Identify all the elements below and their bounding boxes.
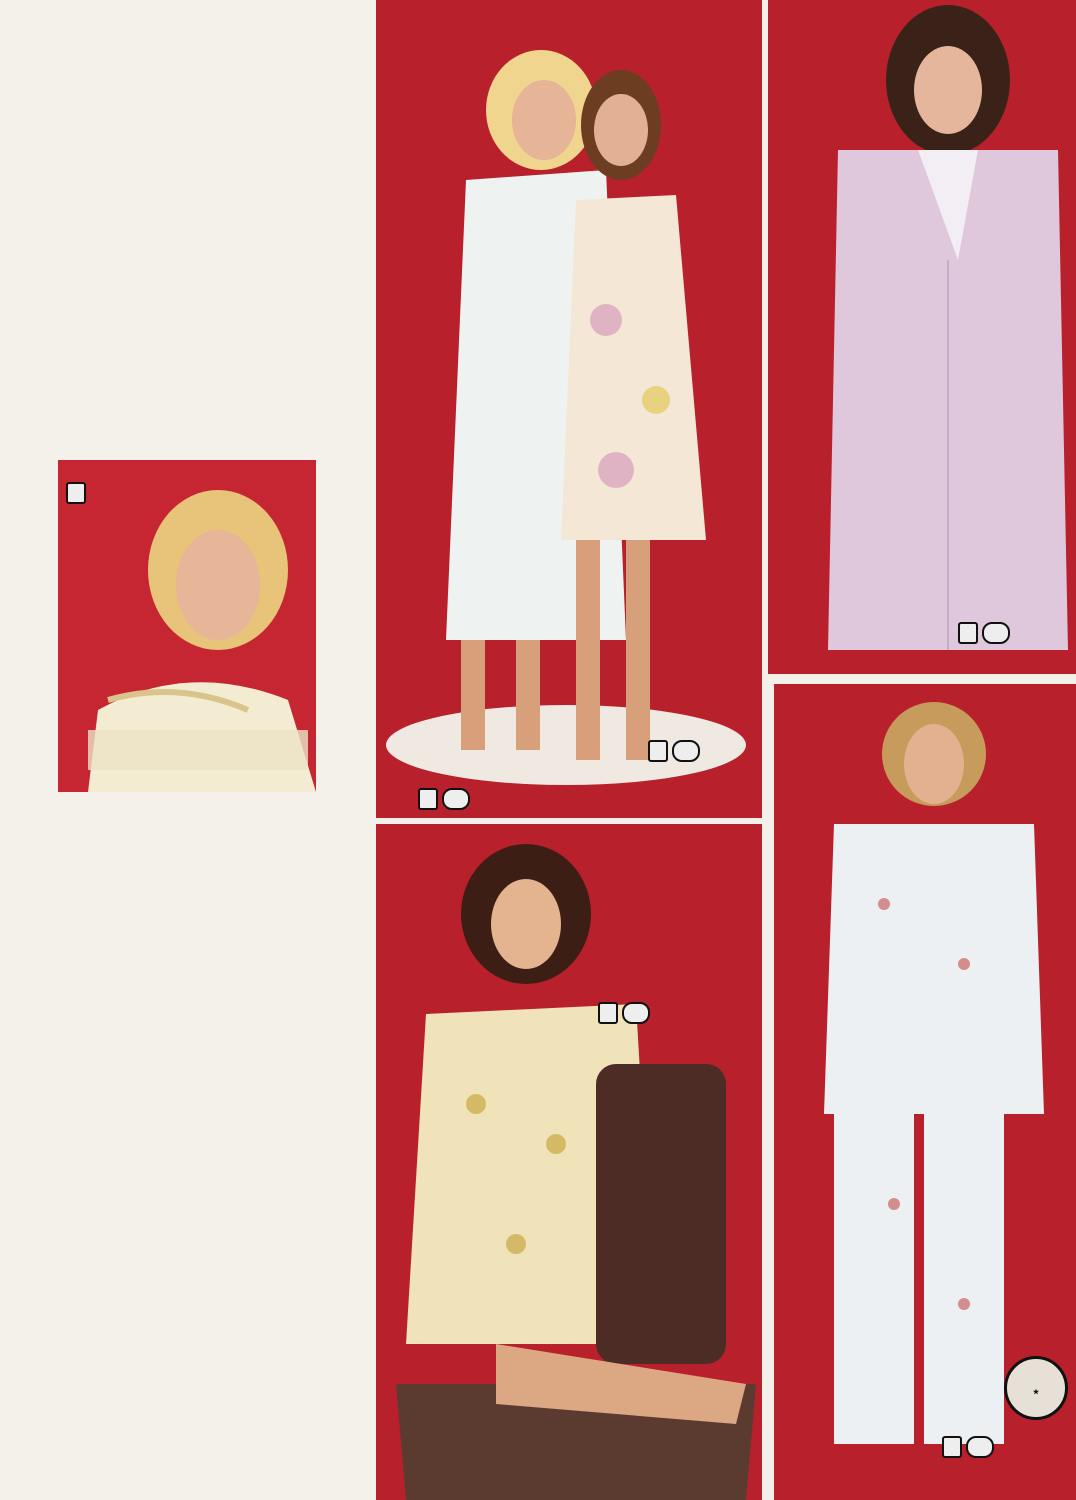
photo-items-1-2 [376, 0, 762, 818]
portrait-woman-8 [58, 460, 316, 792]
original-artikel-badge: ★ [1004, 1356, 1068, 1420]
tag-3-price [982, 622, 1010, 644]
tag-8-number [66, 482, 86, 504]
tag-2-price [672, 740, 700, 762]
tag-4 [598, 1002, 650, 1024]
tag-5 [942, 1436, 994, 1458]
tag-2 [648, 740, 700, 762]
tag-1-price [442, 788, 470, 810]
tag-1-number [418, 788, 438, 810]
photo-item-5 [774, 684, 1076, 1500]
tag-1 [418, 788, 470, 810]
tag-3-number [958, 622, 978, 644]
tag-4-number [598, 1002, 618, 1024]
photo-item-3 [768, 0, 1076, 674]
tag-4-price [622, 1002, 650, 1024]
two-women-nightgowns [376, 0, 762, 818]
tag-3 [958, 622, 1010, 644]
photo-item-4 [376, 824, 762, 1500]
tag-8 [66, 482, 86, 504]
tag-5-price [966, 1436, 994, 1458]
tag-2-number [648, 740, 668, 762]
photo-item-8 [58, 460, 316, 792]
woman-housecoat [768, 0, 1076, 674]
tag-5-number [942, 1436, 962, 1458]
woman-seated-nightshirt [376, 824, 762, 1500]
